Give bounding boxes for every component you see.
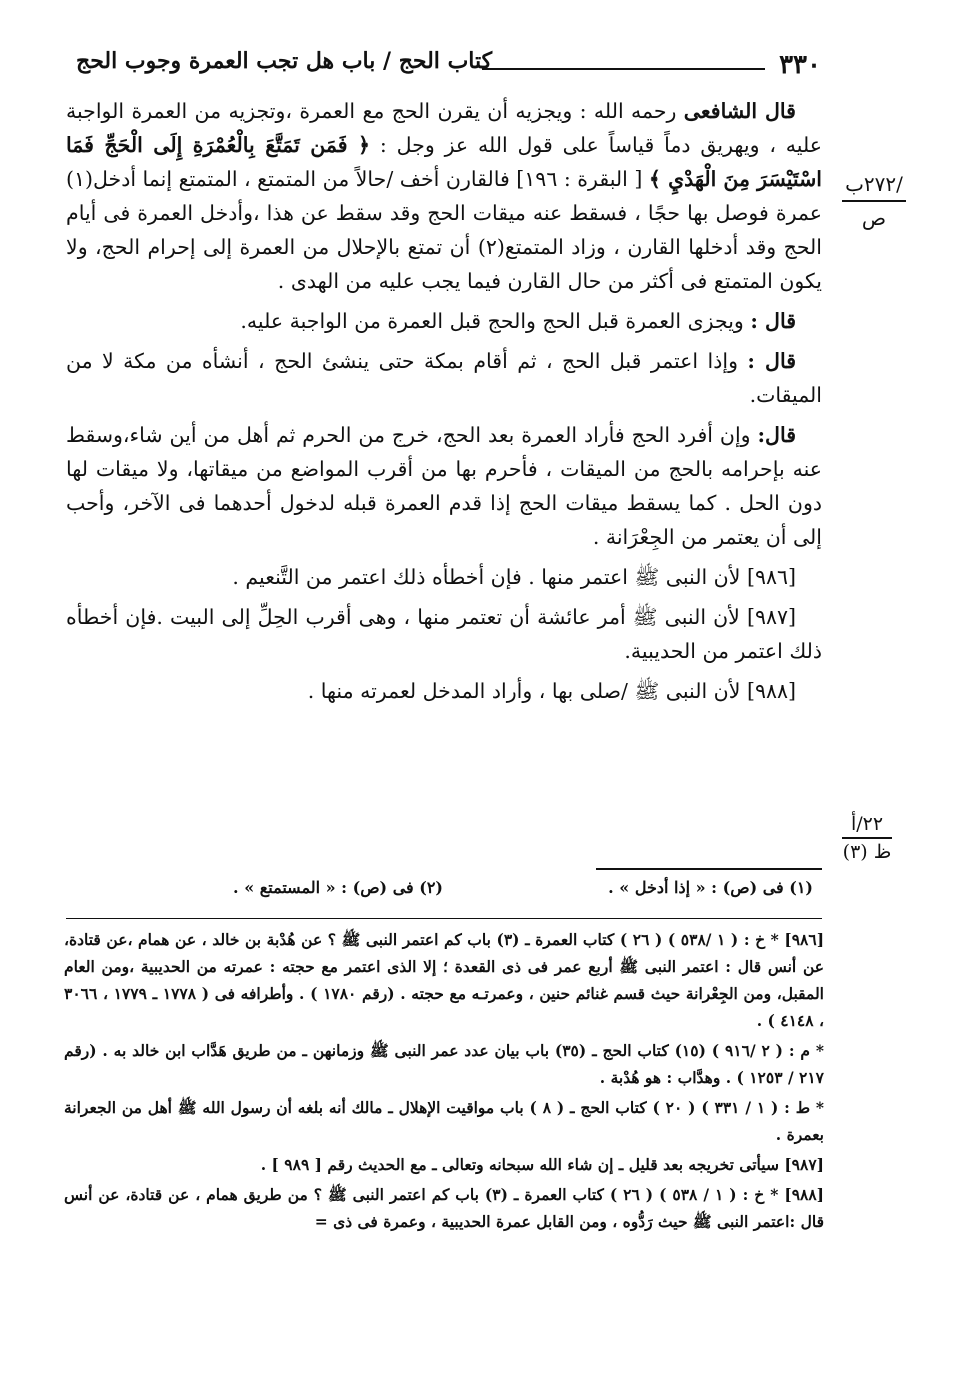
paragraph-2-text: ويجزى العمرة قبل الحج والحج قبل العمرة من الواجبة عليه. xyxy=(240,309,751,333)
paragraph-4-lead: قال: xyxy=(757,423,796,447)
takhrij-987: [٩٨٧] سيأتى تخريجه بعد قليل ـ إن شاء الله سبحانه وتعالى ـ مع الحديث رقم [ ٩٨٩ ] . xyxy=(260,1155,824,1174)
margin-note-2-top: ٢٢/أ xyxy=(850,813,884,835)
takhrij-986-muwatta: * ط : ( ١ / ٣٣١ ) ( ٢٠ ) كتاب الحج ـ ( ٨ ) باب مواقيت الإهلال ـ مالك أنه بلغه أن رسول الله ﷺ أهل من الجعرانة بعمرة . xyxy=(64,1098,824,1144)
paragraph-1-text-b: [ البقرة : ١٩٦] فالقارن أخف /حالاً من المتمتع ، المتمتع إنما أدخل(١) عمرة فوصل بها حجًا ، فسقط عنه ميقات الحج وقد سقط عن هذا ،وأدخل العمرة فى أيام الحج وقد أدخلها القارن ، وزاد المتمتع(٢) أن تمتع بالإحلال من العمرة إلى إحرام الحج، ولا يكون المتمتع فى أكثر من حال القارن فيما يجب عليه من الهدى . xyxy=(66,167,822,293)
margin-note-1-top: /٢٧٢ب xyxy=(845,172,903,196)
footnote-2: (٢) فى (ص) : « المستمتع » . xyxy=(233,878,443,897)
hadith-988: [٩٨٨] لأن النبى ﷺ /صلى بها ، وأراد المدخل لعمرته منها . xyxy=(307,679,796,703)
paragraph-4 xyxy=(66,418,822,554)
hadith-986: [٩٨٦] لأن النبى ﷺ اعتمر منها . فإن أخطأه ذلك اعتمر من التَّنعيم . xyxy=(232,565,796,589)
takhrij-988: [٩٨٨] * خ : ( ١ / ٥٣٨ ) ( ٢٦ ) كتاب العمرة ـ (٣) باب كم اعتمر النبى ﷺ ؟ من طريق همام ، عن قتادة، عن أنس قال :اعتمر النبى ﷺ حيث رَدُّوه ، ومن القابل عمرة الحديبية ، وعمرة فى ذى = xyxy=(64,1185,825,1231)
footnote-1: (١) فى (ص) : « إذا أدخل » . xyxy=(608,878,813,897)
footnote-rule xyxy=(596,868,822,870)
main-text xyxy=(66,94,822,714)
paragraph-3-lead: قال : xyxy=(747,349,796,373)
paragraph-3-text: وإذا اعتمر قبل الحج ، ثم أقام بمكة حتى ينشئ الحج ، أنشأه من مكة لا من الميقات. xyxy=(66,349,822,407)
page-number: ٣٣٠ xyxy=(779,50,821,80)
paragraph-2 xyxy=(66,304,822,338)
hadith-987: [٩٨٧] لأن النبى ﷺ أمر عائشة أن تعتمر منها ، وهى أقرب الحِلِّ إلى البيت .فإن أخطأه ذلك اعتمر من الحديبية. xyxy=(66,605,822,663)
takhrij-notes xyxy=(64,926,824,1238)
running-head-title: كتاب الحج / باب هل تجب العمرة وجوب الحج xyxy=(76,48,493,74)
margin-note-folio-2 xyxy=(842,812,892,864)
paragraph-3 xyxy=(66,344,822,412)
paragraph-1-lead: قال الشافعى xyxy=(683,99,796,123)
quran-verse: ﴿ فَمَن تَمَتَّعَ بِالْعُمْرَةِ إِلَى الْحَجِّ فَمَا اسْتَيْسَرَ مِنَ الْهَدْيِ ﴾ xyxy=(66,133,822,191)
paragraph-1-text-a: رحمه الله : ويجزيه أن يقرن الحج مع العمرة ،وتجزيه من العمرة الواجبة عليه ، ويهريق دماً قياساً على قول الله عز وجل : xyxy=(66,99,822,157)
margin-note-1-rule xyxy=(842,200,906,202)
margin-note-2-rule xyxy=(842,837,892,839)
margin-note-2-bottom: ظ (٣) xyxy=(842,841,892,863)
takhrij-986-bukhari: [٩٨٦] * خ : ( ١ /٥٣٨ ) ( ٢٦ ) كتاب العمرة ـ (٣) باب كم اعتمر النبى ﷺ ؟ عن هُدْبة بن خالد ، عن همام ،عن قتادة، عن أنس قال : اعتمر النبى ﷺ أربع عمر فى ذى القعدة ؛ إلا الذى اعتمر مع حجته : عمرته من الحديبية ،ومن العام المقبل، ومن الجِعْرانة حيث قسم غنائم حنين ، وعمرتـه مع حجته . (رقم ١٧٨٠ ) . وأطرافه فى ( ١٧٧٨ ـ ١٧٧٩ ، ٣٠٦٦ ، ٤١٤٨ ) . xyxy=(64,930,825,1030)
paragraph-2-lead: قال : xyxy=(750,309,796,333)
takhrij-rule xyxy=(66,918,822,919)
takhrij-986-muslim: * م : ( ٢ /٩١٦ ) (١٥) كتاب الحج ـ (٣٥) باب بيان عدد عمر النبى ﷺ وزمانهن ـ من طريق هَدَّاب ابن خالد به . (رقم ٢١٧ / ١٢٥٣ ) . وهدَّاب : هو هُدْبة . xyxy=(64,1041,824,1087)
margin-note-folio-1 xyxy=(842,170,906,232)
paragraph-1 xyxy=(66,94,822,298)
paragraph-4-text: وإن أفرد الحج فأراد العمرة بعد الحج، خرج من الحرم ثم أهل من أين شاء،وسقط عنه بإحرامه بالحج من الميقات ، فأحرم بها من أقرب المواضع من ميقاتها، ولا ميقات لها دون الحل . كما يسقط ميقات الحج إذا قدم العمرة قبله لدخول أحدهما فى الآخر، وأحب إلى أن يعتمر من الجِعْرَانة . xyxy=(66,423,822,549)
margin-note-1-bottom: ص xyxy=(861,206,887,230)
header-rule xyxy=(482,68,765,70)
